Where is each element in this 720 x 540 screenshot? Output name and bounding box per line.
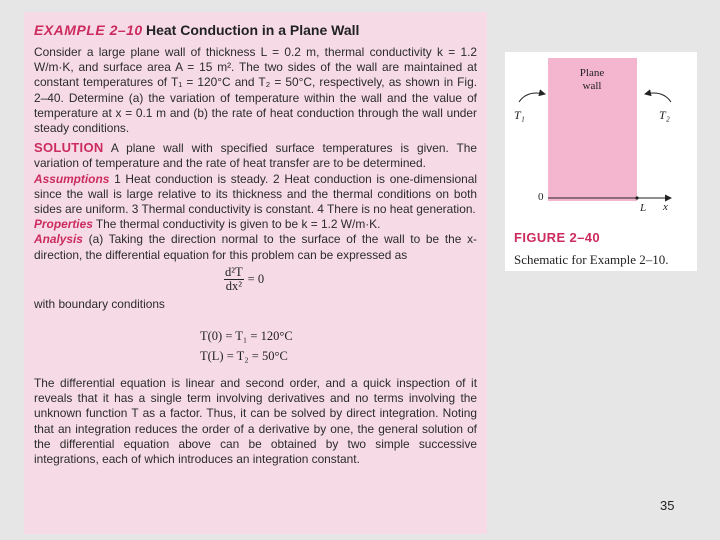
boundary-condition-1: T(0) = T₁ = 120°C	[200, 329, 293, 344]
l-tick	[635, 196, 638, 199]
analysis-label: Analysis	[34, 232, 83, 247]
solution-paragraph	[34, 140, 477, 171]
properties-paragraph	[34, 217, 477, 232]
l-label: L	[640, 202, 647, 214]
boundary-condition-2: T(L) = T₂ = 50°C	[200, 349, 288, 364]
differential-equation	[224, 265, 477, 295]
figure-caption-text: Schematic for Example 2–10.	[514, 252, 669, 267]
equation-rhs: = 0	[247, 272, 265, 287]
t1-label: T₁	[514, 108, 525, 122]
assumptions-text: 1 Heat conduction is steady. 2 Heat conduction is one-dimensional since the wall is large relative to its thickness and the thermal conditions on both sides are uniform. 3 Thermal conductivity is constant. 4 There is no heat generation.	[34, 171, 477, 217]
plane-wall-diagram	[505, 52, 697, 227]
equation-fraction	[224, 266, 244, 293]
assumptions-paragraph	[34, 172, 477, 218]
page-number: 35	[660, 498, 675, 513]
properties-text: The thermal conductivity is given to be k = 1.2 W/m·K.	[95, 217, 381, 232]
t2-arrow	[645, 93, 671, 102]
analysis-text: (a) Taking the direction normal to the surface of the wall to be the x-direction, the differential equation for this problem can be expressed as	[34, 232, 477, 262]
equation-numerator: d²T	[225, 265, 243, 280]
origin-label: 0	[538, 191, 544, 203]
boundary-conditions	[200, 326, 477, 366]
properties-label: Properties	[34, 217, 93, 232]
assumptions-label: Assumptions	[34, 171, 110, 186]
example-title: Heat Conduction in a Plane Wall	[146, 22, 360, 39]
solution-label: SOLUTION	[34, 140, 104, 156]
analysis-paragraph	[34, 232, 477, 262]
figure-panel	[505, 52, 697, 271]
figure-caption-title: FIGURE 2–40	[514, 230, 601, 245]
equation-denominator: dx²	[225, 279, 242, 294]
t2-label: T₂	[659, 108, 670, 122]
closing-paragraph: The differential equation is linear and second order, and a quick inspection of it reveals that it has a single term involving derivatives and no terms involving the unknown function T as a factor. Thus, it can be solved by direct integration. Noting that an integration reduces the order of a derivative by one, the general solution of the differential equation above can be obtained by two simple successive integrations, each of which introduces an integration constant.	[34, 376, 477, 467]
problem-statement: Consider a large plane wall of thickness L = 0.2 m, thermal conductivity k = 1.2 W/m·K, and surface area A = 15 m². The two sides of the wall are maintained at constant temperatures of T₁ = 120°C and T₂ = 50°C, respectively, as shown in Fig. 2–40. Determine (a) the variation of temperature within the wall and the value of temperature at x = 0.1 m and (b) the rate of heat conduction through the wall under steady conditions.	[34, 45, 477, 136]
example-label: EXAMPLE 2–10	[34, 22, 143, 39]
t1-arrow	[519, 93, 545, 102]
example-header	[34, 21, 477, 41]
wall-label-line1: Plane	[579, 67, 605, 79]
solution-text: A plane wall with specified surface temperatures is given. The variation of temperature and the rate of heat transfer are to be determined.	[34, 141, 477, 171]
x-axis-label: x	[663, 201, 668, 213]
example-panel	[24, 12, 487, 534]
boundary-conditions-intro: with boundary conditions	[34, 296, 165, 311]
wall-label-line2: wall	[582, 80, 602, 92]
